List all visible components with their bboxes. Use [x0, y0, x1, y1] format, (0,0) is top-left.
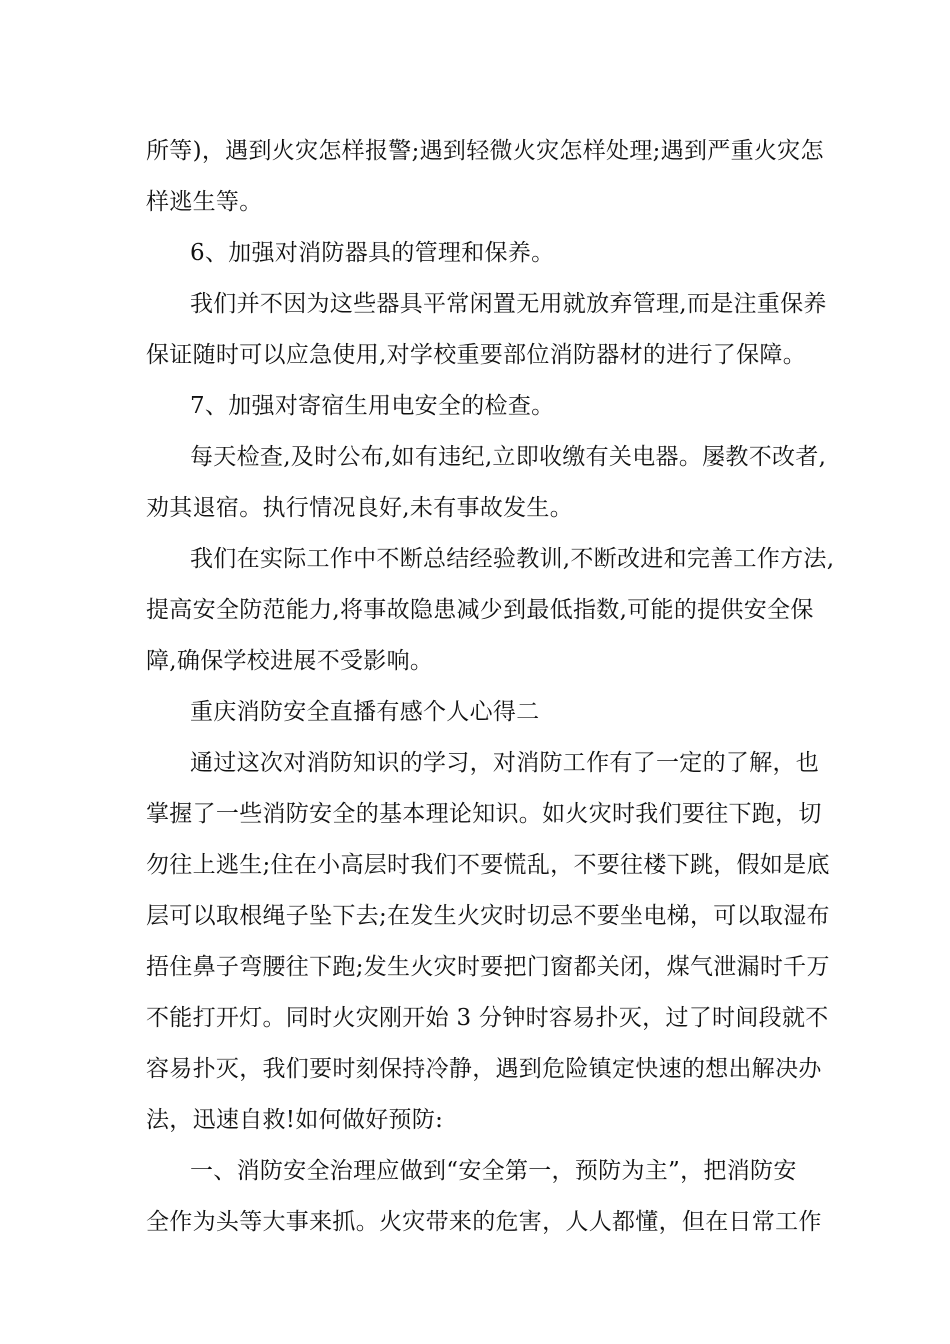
text-line: 提高安全防范能力,将事故隐患减少到最低指数,可能的提供安全保: [146, 597, 814, 623]
text-line: 掌握了一些消防安全的基本理论知识。如火灾时我们要往下跑，切: [146, 801, 822, 827]
text-line: 我们在实际工作中不断总结经验教训,不断改进和完善工作方法,: [190, 546, 835, 572]
text-line: 保证随时可以应急使用,对学校重要部位消防器材的进行了保障。: [146, 342, 807, 368]
document-heading: 重庆消防安全直播有感个人心得二: [190, 699, 540, 725]
text-line: 通过这次对消防知识的学习，对消防工作有了一定的了解，也: [190, 750, 820, 776]
text-line: 容易扑灭，我们要时刻保持冷静，遇到危险镇定快速的想出解决办: [146, 1056, 822, 1082]
text-line: 层可以取根绳子坠下去;在发生火灾时切忌不要坐电梯，可以取湿布: [146, 903, 830, 929]
text-line: 勿往上逃生;住在小高层时我们不要慌乱，不要往楼下跳，假如是底: [146, 852, 830, 878]
text-line: 样逃生等。: [146, 189, 263, 215]
section-heading: 7、加强对寄宿生用电安全的检查。: [190, 393, 555, 419]
text-line: 一、消防安全治理应做到“安全第一，预防为主”，把消防安: [190, 1158, 797, 1184]
text-line: 不能打开灯。同时火灾刚开始 3 分钟时容易扑灭，过了时间段就不: [146, 1005, 829, 1031]
text-line: 捂住鼻子弯腰往下跑;发生火灾时要把门窗都关闭，煤气泄漏时千万: [146, 954, 830, 980]
section-heading: 6、加强对消防器具的管理和保养。: [190, 240, 555, 266]
text-line: 所等)，遇到火灾怎样报警;遇到轻微火灾怎样处理;遇到严重火灾怎: [146, 138, 824, 164]
text-line: 全作为头等大事来抓。火灾带来的危害，人人都懂，但在日常工作: [146, 1209, 822, 1235]
text-line: 我们并不因为这些器具平常闲置无用就放弃管理,而是注重保养: [190, 291, 827, 317]
text-line: 法，迅速自救!如何做好预防:: [146, 1107, 444, 1133]
text-line: 障,确保学校进展不受影响。: [146, 648, 434, 674]
text-line: 劝其退宿。执行情况良好,未有事故发生。: [146, 495, 574, 521]
text-line: 每天检查,及时公布,如有违纪,立即收缴有关电器。屡教不改者,: [190, 444, 827, 470]
